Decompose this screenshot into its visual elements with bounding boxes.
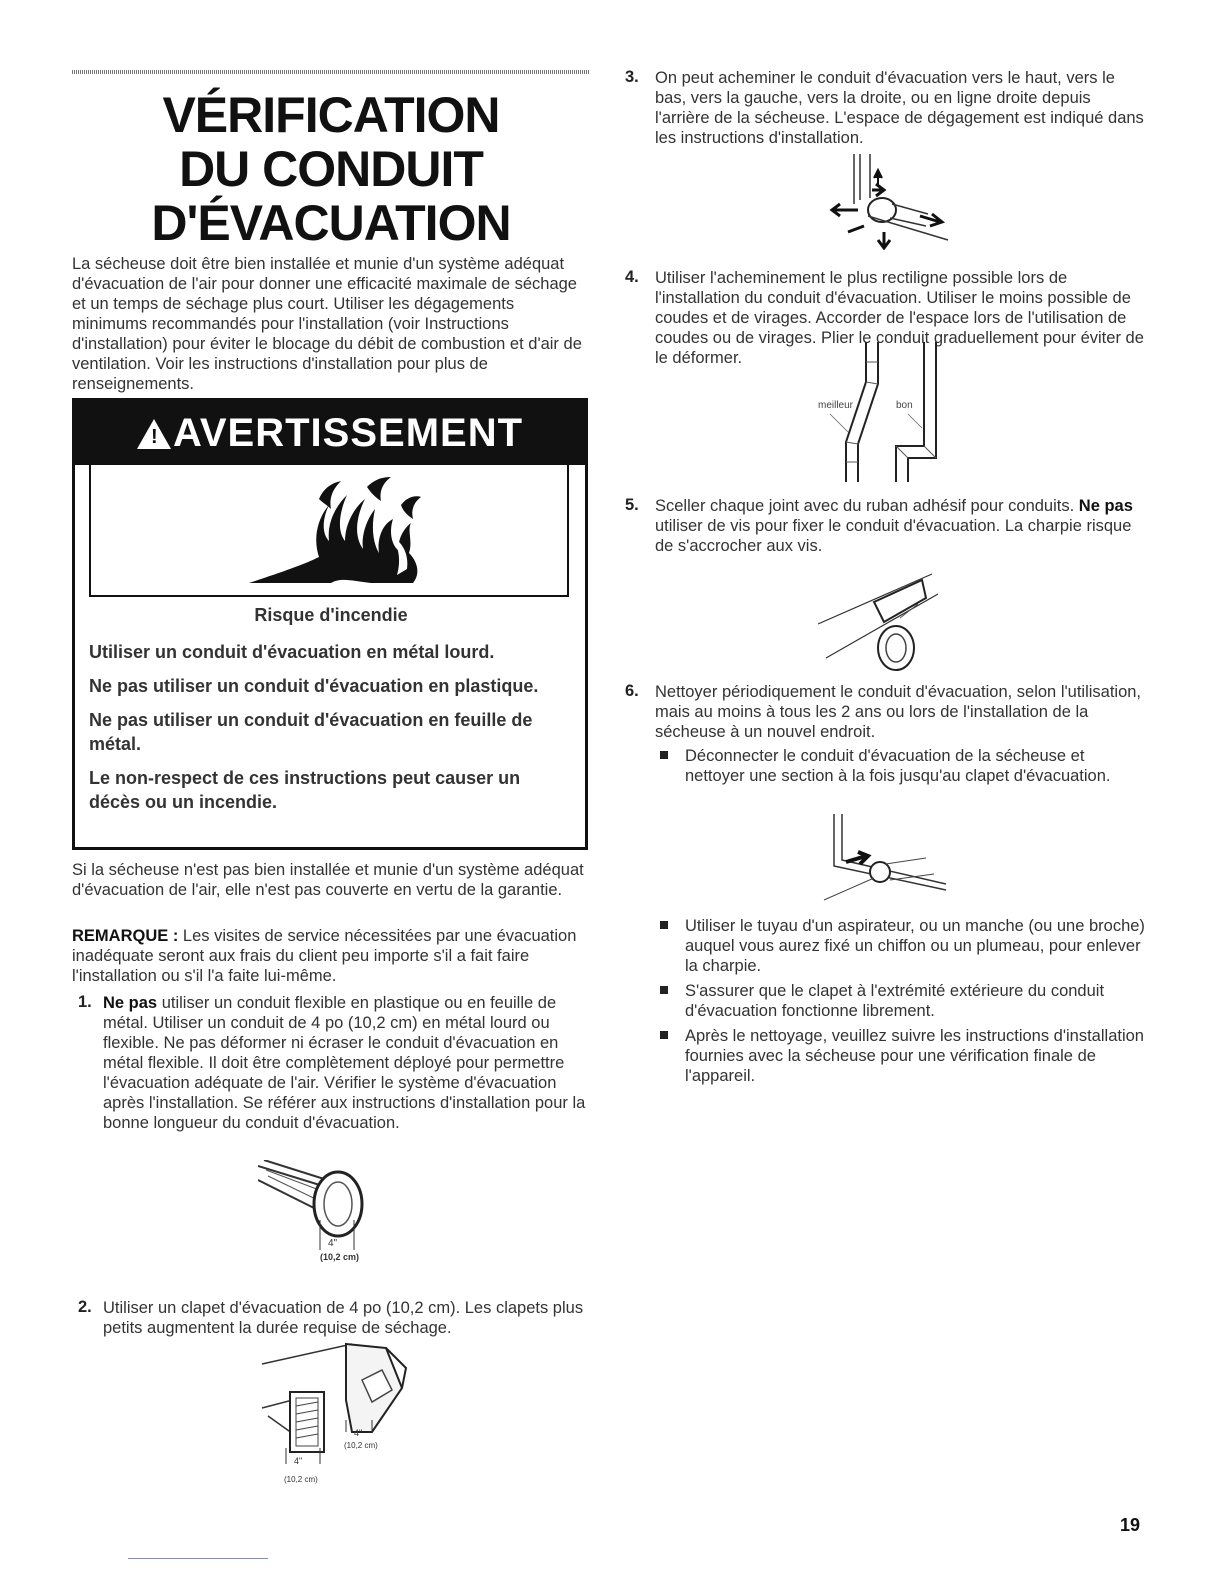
bullet-icon: [660, 921, 668, 929]
page-number: 19: [1120, 1515, 1141, 1535]
fig2-dim-b: 4": [354, 1428, 363, 1438]
warning-line-3: Ne pas utiliser un conduit d'évacuation en feuille de métal.: [89, 710, 533, 754]
warning-triangle-icon: [137, 419, 171, 449]
step-5-number: 5.: [625, 496, 639, 514]
step-6-bullet-3: S'assurer que le clapet à l'extrémité extérieure du conduit d'évacuation fonctionne librement.: [685, 982, 1105, 1020]
fig2-dim-a: 4": [294, 1456, 303, 1466]
warning-risk: Risque d'incendie: [254, 605, 408, 625]
bullet-icon: [660, 1031, 668, 1039]
remarque-text: Les visites de service nécessitées par une évacuation inadéquate seront aux frais du client peu importe s'il a fait faire l'installation ou s'il l'a faite lui-même.: [72, 927, 577, 985]
footer-rule: [128, 1558, 268, 1559]
step-4-text: Utiliser l'acheminement le plus rectiligne possible lors de l'installation du conduit d'évacuation. Utiliser le moins possible de coudes et de virages. Accorder de l'espace lors de l'utilisation de coudes ou de virages. Plier le conduit graduellement pour éviter de le déformer.: [655, 269, 1144, 367]
step-5-bold: Ne pas: [1078, 497, 1133, 515]
fig4-label-good: bon: [896, 400, 913, 411]
warning-box: [72, 398, 588, 850]
step-6-bullet-1: Déconnecter le conduit d'évacuation de la sécheuse et nettoyer une section à la fois jusqu'au clapet d'évacuation.: [685, 747, 1111, 785]
step-6-text: Nettoyer périodiquement le conduit d'évacuation, selon l'utilisation, mais au moins à tous les 2 ans ou lors de l'installation de la sécheuse à un nouvel endroit.: [655, 683, 1142, 741]
vent-hoods-illustration: [256, 1340, 426, 1490]
warranty-paragraph: Si la sécheuse n'est pas bien installée et munie d'un système adéquat d'évacuation de l'air, elle n'est pas couverte en vertu de la garantie.: [72, 861, 584, 899]
step-5-text: [655, 496, 1145, 556]
step-6-bullet-2: Utiliser le tuyau d'un aspirateur, ou un manche (ou une broche) auquel vous aurez fixé un chiffon ou un plumeau, pour enlever la charpie.: [685, 917, 1145, 975]
fig2-cm-b: (10,2 cm): [344, 1441, 378, 1450]
intro-paragraph: La sécheuse doit être bien installée et munie d'un système adéquat d'évacuation de l'air pour donner une efficacité maximale de séchage et un temps de séchage plus court. Utiliser les dégagements minimums recommandés pour l'installation (voir Instructions d'installation) pour éviter le blocage du débit de combustion et d'air de ventilation. Voir les instructions d'installation pour plus de renseignements.: [72, 255, 582, 393]
warning-line-4: Le non-respect de ces instructions peut causer un décès ou un incendie.: [89, 768, 521, 812]
remarque-label: REMARQUE :: [72, 927, 179, 945]
warning-line-1: Utiliser un conduit d'évacuation en métal lourd.: [89, 642, 495, 662]
page-title: [72, 88, 590, 250]
title-rule: [72, 70, 590, 74]
duct-directions-illustration: [828, 154, 958, 250]
fire-icon: [91, 465, 567, 595]
step-1-number: 1.: [78, 993, 92, 1011]
duct-illustration-1: [258, 1160, 378, 1264]
title-line-1: VÉRIFICATION: [162, 87, 500, 143]
warning-header: [75, 401, 585, 465]
title-line-3: D'ÉVACUATION: [151, 195, 511, 251]
step-2-number: 2.: [78, 1298, 92, 1316]
step-1-body: utiliser un conduit flexible en plastique ou en feuille de métal. Utiliser un conduit de 4 po (10,2 cm) en métal lourd ou flexible. Ne pas déformer ni écraser le conduit d'évacuation en métal flexible. Il doit être complètement déployé pour permettre l'évacuation adéquate de l'air. Vérifier le système d'évacuation après l'installation. Se référer aux instructions d'installation pour la bonne longueur du conduit d'évacuation.: [103, 994, 586, 1132]
step-6-number: 6.: [625, 682, 639, 700]
step-3-number: 3.: [625, 68, 639, 86]
fire-illustration-frame: [89, 465, 569, 597]
step-5-body-a: Sceller chaque joint avec du ruban adhésif pour conduits.: [655, 497, 1079, 515]
fig2-cm-a: (10,2 cm): [284, 1475, 318, 1484]
taped-joint-illustration: [818, 566, 952, 676]
step-6-bullet-4: Après le nettoyage, veuillez suivre les instructions d'installation fournies avec la sécheuse pour une vérification finale de l'appareil.: [685, 1027, 1144, 1085]
step-5-body-b: utiliser de vis pour fixer le conduit d'évacuation. La charpie risque de s'accrocher aux vis.: [655, 517, 1132, 555]
warning-header-text: AVERTISSEMENT: [172, 411, 524, 455]
warning-line-2: Ne pas utiliser un conduit d'évacuation en plastique.: [89, 676, 539, 696]
step-2-text: Utiliser un clapet d'évacuation de 4 po (10,2 cm). Les clapets plus petits augmentent la durée requise de séchage.: [103, 1299, 584, 1337]
step-3-text: On peut acheminer le conduit d'évacuation vers le haut, vers le bas, vers la gauche, vers la droite, ou en ligne droite depuis l'arrière de la sécheuse. L'espace de dégagement est indiqué dans les instructions d'installation.: [655, 69, 1144, 147]
elbow-comparison-illustration: [816, 342, 956, 486]
bullet-icon: [660, 751, 668, 759]
fig1-dim: 4": [328, 1238, 338, 1249]
fig4-label-best: meilleur: [818, 400, 854, 411]
bullet-icon: [660, 986, 668, 994]
step-1-bold: Ne pas: [103, 994, 158, 1012]
warning-text: [89, 605, 573, 824]
remarque-paragraph: [72, 926, 588, 986]
step-4-number: 4.: [625, 268, 639, 286]
fig1-cm: (10,2 cm): [320, 1252, 360, 1262]
duct-disconnect-illustration: [816, 814, 956, 906]
warning-symbol: !: [150, 426, 159, 448]
step-1-text: [103, 993, 587, 1133]
title-line-2: DU CONDUIT: [179, 141, 483, 197]
